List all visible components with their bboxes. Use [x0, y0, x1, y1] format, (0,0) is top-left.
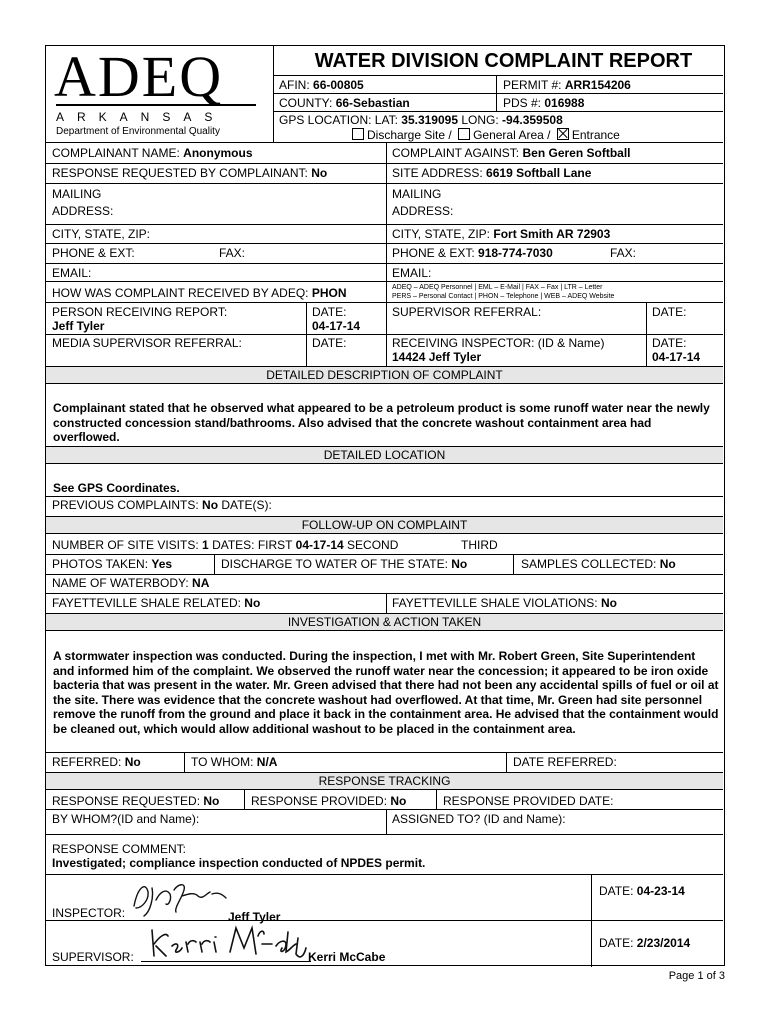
discharge-site-checkbox[interactable]: [352, 128, 364, 140]
logo-rule: [56, 104, 256, 106]
divider: [436, 790, 437, 809]
supervisor-name: Kerri McCabe: [308, 950, 386, 964]
inspector-signature: [126, 878, 236, 918]
gps-field: GPS LOCATION: LAT: 35.319095 LONG: -94.359508: [279, 113, 563, 127]
logo-main: ADEQ: [54, 44, 224, 109]
site-phone: PHONE & EXT: 918-774-7030: [392, 246, 553, 260]
divider: [214, 554, 215, 574]
date-referred: DATE REFERRED:: [513, 755, 617, 769]
media-supervisor-referral: MEDIA SUPERVISOR REFERRAL:: [52, 336, 242, 350]
page-number: Page 1 of 3: [668, 970, 725, 982]
divider: [46, 496, 723, 497]
site-fax: FAX:: [610, 246, 637, 260]
person-receiving-report: PERSON RECEIVING REPORT: Jeff Tyler: [52, 305, 228, 333]
section-header-location: DETAILED LOCATION: [46, 446, 723, 464]
divider: [46, 920, 723, 921]
county-field: COUNTY: 66-Sebastian: [279, 96, 410, 110]
divider: [273, 93, 723, 94]
section-header-tracking: RESPONSE TRACKING: [46, 772, 723, 790]
divider: [46, 183, 723, 184]
investigation-text: A stormwater inspection was conducted. During the inspection, I met with Mr. Robert Green, Site Superintendent and informed him of the complaint. We observed the runoff water near the concession; it appeared to be iron oxide bacteria that was present in the water. Mr. Green advised that there had not been any accidental spills of fuel or oil at the site. There was evidence that the concrete washout had overflowed. At that time, Mr. Green had site personnel remove the runoff from the ground and place it back in the containment area. He advised that the containment would be cleaned out, which would allow additional washout to be placed in the containment area.: [53, 649, 719, 736]
inspector-date: DATE: 04-17-14: [652, 336, 701, 364]
supervisor-label: SUPERVISOR:: [52, 950, 134, 964]
divider: [386, 142, 387, 289]
pds-field: PDS #: 016988: [503, 96, 585, 110]
response-provided-date: RESPONSE PROVIDED DATE:: [443, 794, 614, 808]
complaint-description: Complainant stated that he observed what appeared to be a petroleum product is some runoff water near the newly constructed concession stand/bathrooms. Also advised that the concrete washout containment area had overflowed.: [53, 401, 710, 444]
detailed-location: See GPS Coordinates.: [53, 481, 180, 495]
afin-field: AFIN: 66-00805: [279, 78, 364, 92]
supervisor-signature: [146, 922, 316, 962]
divider: [46, 243, 723, 244]
complainant-name: COMPLAINANT NAME: Anonymous: [52, 146, 253, 160]
complaint-against: COMPLAINT AGAINST: Ben Geren Softball: [392, 146, 631, 160]
supervisor-date: DATE: 2/23/2014: [599, 936, 691, 950]
divider: [46, 809, 723, 810]
logo-state: ARKANSAS: [56, 110, 226, 124]
section-header-followup: FOLLOW-UP ON COMPLAINT: [46, 516, 723, 534]
divider: [46, 142, 723, 143]
site-email: EMAIL:: [392, 266, 432, 280]
site-city: CITY, STATE, ZIP: Fort Smith AR 72903: [392, 227, 611, 241]
divider: [46, 302, 723, 303]
inspector-label: INSPECTOR:: [52, 906, 126, 920]
divider: [46, 163, 723, 164]
complainant-city: CITY, STATE, ZIP:: [52, 227, 151, 241]
third-visit: THIRD: [461, 538, 498, 552]
divider: [386, 289, 387, 367]
site-address: SITE ADDRESS: 6619 Softball Lane: [392, 166, 592, 180]
response-requested: RESPONSE REQUESTED: No: [52, 794, 220, 808]
response-requested-by-complainant: RESPONSE REQUESTED BY COMPLAINANT: No: [52, 166, 328, 180]
how-received: HOW WAS COMPLAINT RECEIVED BY ADEQ: PHON: [52, 286, 347, 300]
divider: [386, 809, 387, 834]
divider: [506, 752, 507, 772]
divider: [46, 574, 723, 575]
referred: REFERRED: No: [52, 755, 141, 769]
adeq-logo: [54, 44, 274, 137]
site-mailing-address: MAILING ADDRESS:: [392, 187, 454, 218]
waterbody-name: NAME OF WATERBODY: NA: [52, 576, 210, 590]
divider: [386, 593, 387, 613]
complainant-fax: FAX:: [219, 246, 246, 260]
complainant-phone: PHONE & EXT:: [52, 246, 135, 260]
divider: [46, 554, 723, 555]
logo-dept: Department of Environmental Quality: [56, 126, 220, 137]
entrance-checkbox[interactable]: [557, 128, 569, 140]
samples-collected: SAMPLES COLLECTED: No: [521, 557, 676, 571]
page-title: WATER DIVISION COMPLAINT REPORT: [314, 50, 693, 72]
divider: [273, 111, 723, 112]
divider: [46, 224, 723, 225]
receiving-inspector: RECEIVING INSPECTOR: (ID & Name) 14424 Jeff Tyler: [392, 336, 605, 364]
divider: [273, 46, 274, 142]
supervisor-referral: SUPERVISOR REFERRAL:: [392, 305, 542, 319]
divider: [513, 554, 514, 574]
received-legend: ADEQ – ADEQ Personnel | EML – E-Mail | FAX – Fax | LTR – Letter PERS – Personal Contact | PHON – Telephone | WEB – ADEQ Website: [392, 284, 615, 300]
divider: [46, 334, 723, 335]
divider: [46, 281, 723, 282]
permit-field: PERMIT #: ARR154206: [503, 78, 631, 92]
previous-complaints: PREVIOUS COMPLAINTS: No DATE(S):: [52, 498, 272, 512]
divider: [46, 752, 723, 753]
receiving-date: DATE: 04-17-14: [312, 305, 361, 333]
divider: [244, 790, 245, 809]
general-area-checkbox[interactable]: [458, 128, 470, 140]
response-comment: RESPONSE COMMENT: Investigated; compliance inspection conducted of NPDES permit.: [52, 842, 426, 870]
divider: [46, 593, 723, 594]
assigned-to: ASSIGNED TO? (ID and Name):: [392, 812, 566, 826]
response-provided: RESPONSE PROVIDED: No: [251, 794, 407, 808]
photos-taken: PHOTOS TAKEN: Yes: [52, 557, 173, 571]
site-type-options: Discharge Site / General Area / Entrance: [349, 128, 620, 142]
by-whom: BY WHOM?(ID and Name):: [52, 812, 200, 826]
divider: [46, 874, 723, 875]
inspector-name: Jeff Tyler: [228, 910, 281, 924]
site-visits: NUMBER OF SITE VISITS: 1 DATES: FIRST 04-17-14 SECOND: [52, 538, 399, 552]
section-header-description: DETAILED DESCRIPTION OF COMPLAINT: [46, 366, 723, 384]
divider: [273, 75, 723, 76]
complainant-email: EMAIL:: [52, 266, 92, 280]
inspector-date: DATE: 04-23-14: [599, 884, 685, 898]
divider: [46, 834, 723, 835]
divider: [46, 263, 723, 264]
complainant-mailing-address: MAILING ADDRESS:: [52, 187, 114, 218]
media-supervisor-date: DATE:: [312, 336, 347, 350]
shale-violations: FAYETTEVILLE SHALE VIOLATIONS: No: [392, 596, 617, 610]
divider: [184, 752, 185, 772]
section-header-investigation: INVESTIGATION & ACTION TAKEN: [46, 613, 723, 631]
supervisor-referral-date: DATE:: [652, 305, 687, 319]
shale-related: FAYETTEVILLE SHALE RELATED: No: [52, 596, 261, 610]
to-whom: TO WHOM: N/A: [191, 755, 278, 769]
complaint-report-form: [45, 45, 725, 966]
discharge-to-water: DISCHARGE TO WATER OF THE STATE: No: [221, 557, 468, 571]
